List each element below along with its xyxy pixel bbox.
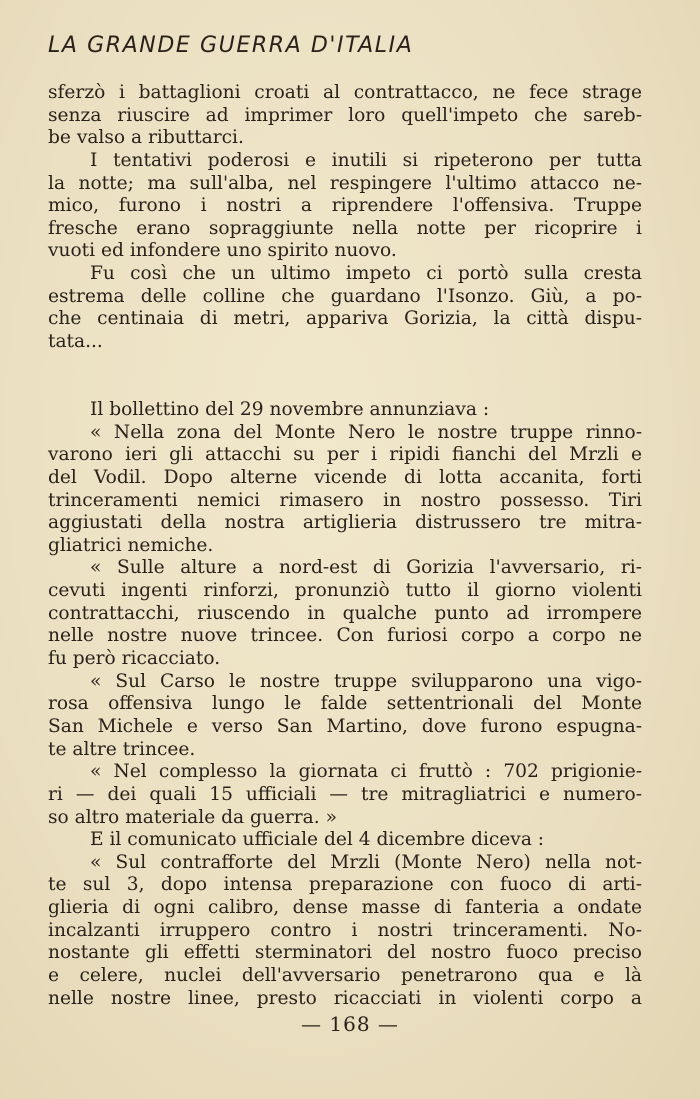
text-line: te sul 3, dopo intensa preparazione con fuoco di arti- xyxy=(48,874,642,896)
section-break xyxy=(48,354,642,377)
text-line: fresche erano sopraggiunte nella notte per ricoprire i xyxy=(48,217,642,239)
text-line: tata... xyxy=(48,331,103,353)
text-line: glieria di ogni calibro, dense masse di fanteria a ondate xyxy=(48,897,642,919)
page-number: — 168 — xyxy=(301,1012,399,1036)
text-line: varono ieri gli attacchi su per i ripidi fianchi del Mrzli e xyxy=(48,444,642,466)
text-line: aggiustati della nostra artiglieria distrussero tre mitra- xyxy=(48,512,642,534)
text-line: e celere, nuclei dell'avversario penetrarono qua e là xyxy=(48,964,642,986)
text-line: gliatrici nemiche. xyxy=(48,534,214,556)
body-text xyxy=(48,82,642,1010)
text-line: contrattacchi, riuscendo in qualche punto ad irrompere xyxy=(48,602,642,624)
text-line: « Sul contrafforte del Mrzli (Monte Nero) nella not- xyxy=(90,851,642,873)
text-line: rosa offensiva lungo le falde settentrionali del Monte xyxy=(48,693,642,715)
text-line: Il bollettino del 29 novembre annunziava : xyxy=(90,398,490,420)
text-line: San Michele e verso San Martino, dove furono espugna- xyxy=(48,715,642,737)
text-line: trinceramenti nemici rimasero in nostro possesso. Tiri xyxy=(48,489,642,511)
text-line: « Nella zona del Monte Nero le nostre truppe rinno- xyxy=(90,421,642,443)
text-line: Fu così che un ultimo impeto ci portò sulla cresta xyxy=(90,263,642,285)
text-line: che centinaia di metri, appariva Gorizia, la città dispu- xyxy=(48,308,642,330)
text-line: « Sul Carso le nostre truppe svilupparono una vigo- xyxy=(90,670,642,692)
text-line: ri — dei quali 15 ufficiali — tre mitragliatrici e numero- xyxy=(48,783,642,805)
text-line: fu però ricacciato. xyxy=(48,648,221,670)
text-line: « Nel complesso la giornata ci fruttò : 702 prigionie- xyxy=(90,761,642,783)
text-line: so altro materiale da guerra. » xyxy=(48,806,337,828)
text-line: senza riuscire ad imprimer loro quell'impeto che sareb- xyxy=(48,104,642,126)
section-break xyxy=(48,376,642,399)
text-line: nelle nostre linee, presto ricacciati in violenti corpo a xyxy=(48,987,642,1009)
text-line: incalzanti irruppero contro i nostri trinceramenti. No- xyxy=(48,919,642,941)
text-line: nelle nostre nuove trincee. Con furiosi corpo a corpo ne xyxy=(48,625,642,647)
text-line: vuoti ed infondere uno spirito nuovo. xyxy=(48,240,397,262)
text-line: E il comunicato ufficiale del 4 dicembre diceva : xyxy=(90,829,545,851)
text-line: sferzò i battaglioni croati al contrattacco, ne fece strage xyxy=(48,82,642,103)
text-line: « Sulle alture a nord-est di Gorizia l'avversario, ri- xyxy=(90,557,642,579)
text-line: be valso a ributtarci. xyxy=(48,127,244,149)
text-line: del Vodil. Dopo alterne vicende di lotta accanita, forti xyxy=(48,466,642,488)
text-line: estrema delle colline che guardano l'Isonzo. Giù, a po- xyxy=(48,285,642,307)
text-line: I tentativi poderosi e inutili si ripeterono per tutta xyxy=(90,149,642,171)
text-line: cevuti ingenti rinforzi, pronunziò tutto il giorno violenti xyxy=(48,580,642,602)
text-line: te altre trincee. xyxy=(48,738,196,760)
running-head: LA GRANDE GUERRA D'ITALIA xyxy=(48,33,414,58)
text-line: nostante gli effetti sterminatori del nostro fuoco preciso xyxy=(48,942,642,964)
text-line: mico, furono i nostri a riprendere l'offensiva. Truppe xyxy=(48,195,642,217)
text-line: la notte; ma sull'alba, nel respingere l'ultimo attacco ne- xyxy=(48,172,642,194)
